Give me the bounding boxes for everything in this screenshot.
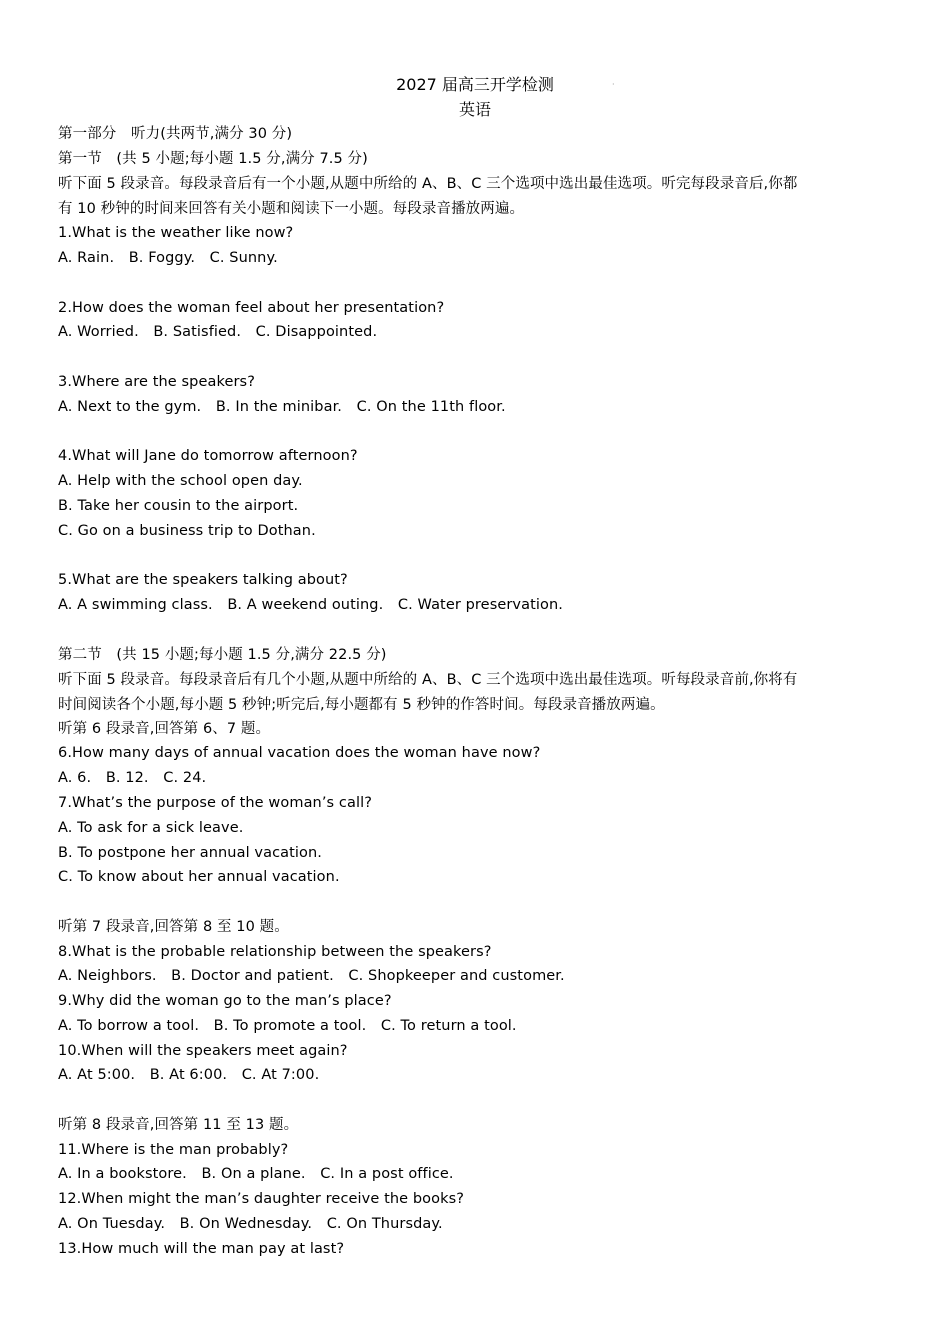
- options: A. A swimming class. B. A weekend outing. C. Water preservation.: [58, 597, 563, 613]
- option: A. To ask for a sick leave.: [58, 820, 244, 836]
- passage-heading: 听第 8 段录音,回答第 11 至 13 题。: [58, 1117, 299, 1133]
- question: 1.What is the weather like now?: [58, 225, 294, 241]
- options: A. To borrow a tool. B. To promote a tool. C. To return a tool.: [58, 1018, 517, 1034]
- options: A. On Tuesday. B. On Wednesday. C. On Thursday.: [58, 1216, 443, 1232]
- section-heading: 第一节 (共 5 小题;每小题 1.5 分,满分 7.5 分): [58, 151, 368, 167]
- passage-heading: 听第 6 段录音,回答第 6、7 题。: [58, 721, 271, 737]
- question: 12.When might the man’s daughter receive the books?: [58, 1191, 465, 1207]
- question: 9.Why did the woman go to the man’s place?: [58, 993, 392, 1009]
- question: 13.How much will the man pay at last?: [58, 1241, 345, 1257]
- options: A. 6. B. 12. C. 24.: [58, 770, 207, 786]
- exam-subject: 英语: [458, 100, 491, 119]
- option: B. Take her cousin to the airport.: [58, 498, 299, 514]
- question: 11.Where is the man probably?: [58, 1142, 289, 1158]
- instruction-line: 听下面 5 段录音。每段录音后有几个小题,从题中所给的 A、B、C 三个选项中选出最佳选项。听每段录音前,你将有: [58, 672, 798, 688]
- question: 10.When will the speakers meet again?: [58, 1043, 348, 1059]
- option: C. To know about her annual vacation.: [58, 869, 340, 885]
- exam-title: 2027 届高三开学检测: [396, 75, 554, 94]
- option: A. Help with the school open day.: [58, 473, 303, 489]
- question: 4.What will Jane do tomorrow afternoon?: [58, 448, 358, 464]
- options: A. Neighbors. B. Doctor and patient. C. Shopkeeper and customer.: [58, 968, 565, 984]
- question: 7.What’s the purpose of the woman’s call?: [58, 795, 373, 811]
- option: B. To postpone her annual vacation.: [58, 845, 323, 861]
- section-heading: 第二节 (共 15 小题;每小题 1.5 分,满分 22.5 分): [58, 647, 387, 663]
- question: 6.How many days of annual vacation does the woman have now?: [58, 745, 541, 761]
- option: C. Go on a business trip to Dothan.: [58, 523, 316, 539]
- instruction-line: 有 10 秒钟的时间来回答有关小题和阅读下一小题。每段录音播放两遍。: [58, 201, 525, 217]
- options: A. Next to the gym. B. In the minibar. C. On the 11th floor.: [58, 399, 506, 415]
- options: A. In a bookstore. B. On a plane. C. In a post office.: [58, 1166, 454, 1182]
- question: 2.How does the woman feel about her presentation?: [58, 300, 445, 316]
- question: 5.What are the speakers talking about?: [58, 572, 348, 588]
- options: A. Rain. B. Foggy. C. Sunny.: [58, 250, 278, 266]
- instruction-line: 时间阅读各个小题,每小题 5 秒钟;听完后,每小题都有 5 秒钟的作答时间。每段录音播放两遍。: [58, 697, 665, 713]
- instruction-line: 听下面 5 段录音。每段录音后有一个小题,从题中所给的 A、B、C 三个选项中选出最佳选项。听完每段录音后,你都: [58, 176, 798, 192]
- options: A. Worried. B. Satisfied. C. Disappointed.: [58, 324, 378, 340]
- options: A. At 5:00. B. At 6:00. C. At 7:00.: [58, 1067, 320, 1083]
- part-heading: 第一部分 听力(共两节,满分 30 分): [58, 126, 293, 142]
- question: 3.Where are the speakers?: [58, 374, 255, 390]
- question: 8.What is the probable relationship between the speakers?: [58, 944, 492, 960]
- passage-heading: 听第 7 段录音,回答第 8 至 10 题。: [58, 919, 289, 935]
- stray-dot: ·: [612, 80, 615, 89]
